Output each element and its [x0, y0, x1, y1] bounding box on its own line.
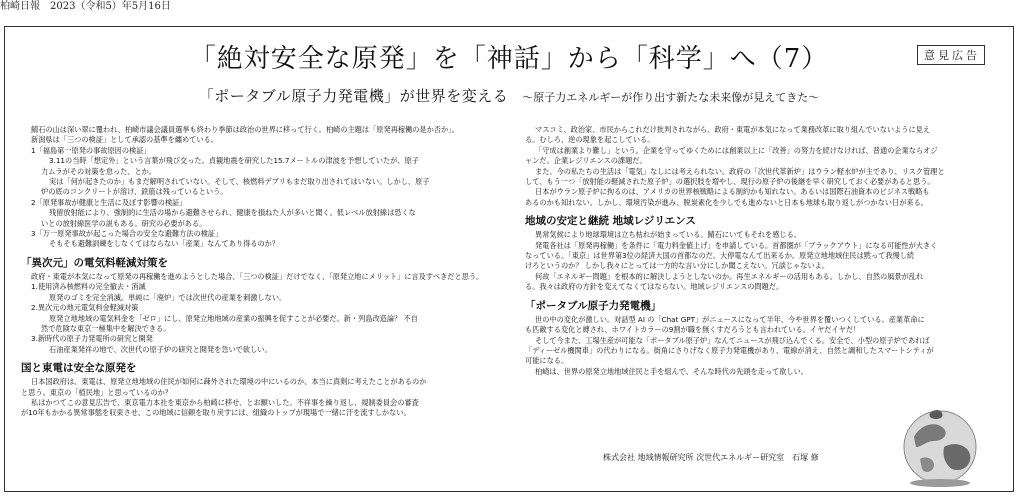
body-text: けろというのか？ しかし我々にとっては一方的な言い分にしか聞こえない。冗談じゃないよ。	[525, 261, 830, 271]
left-column	[21, 125, 505, 487]
body-text: 石油産業発祥の地で、次世代の原子炉の研究と開発を急いで欲しい。	[49, 344, 272, 354]
body-text: あるのかも知れない。しかし、環境汚染が進み、脱炭素化を少しでも進めないと日本も地球も取り返しがつかない日が来る。	[525, 197, 928, 207]
list-item-label: 2「原発事故が健康と生活に及ぼす影響の検証」	[31, 197, 187, 207]
body-text: いとの放射線医学の説もある。研究の必要がある。	[41, 218, 207, 228]
body-text: 実は「何が起きたのか」もまだ解明されていない。そして、核燃料デブリもまだ取り出されてはいない。しかし、原子	[49, 177, 430, 187]
body-text: そして今また、工場生産が可能な「ポータブル原子炉」なんてニュースが飛び込んでくる。安全で、小型の原子炉であれば	[535, 335, 930, 345]
body-text: 「守成は創業より難し」という。企業を守ってゆくためには創業以上に「改善」の努力を続けなければ、普通の企業ならオジ	[535, 145, 938, 155]
list-item-label: 3「万一原発事故が起こった場合の安全な避難方法の検証」	[31, 229, 223, 239]
body-text: 炉の底のコンクリートが溶け、鉄筋は残っているという。	[41, 187, 228, 197]
list-item-label: 2.異次元の地元電気料金軽減対策	[31, 303, 139, 313]
body-text: 原発のゴミを完全消滅。単純に「廃炉」では次世代の産業を刺激しない。	[49, 292, 287, 302]
right-column	[525, 125, 1003, 437]
subheadline-note: ～原子力エネルギーが作り出す新たな未来像が見えてきた～	[522, 91, 820, 104]
list-item-label: 1.使用済み核燃料の完全撤去・消滅	[31, 282, 146, 292]
body-text: と思う。東京の「植民地」と思っているのか？	[21, 387, 172, 397]
body-text: そもそも避難訓練をしなくてはならない「産業」なんてあり得るのか？	[49, 239, 280, 249]
body-text: 原発立地地域の電気料金を「ゼロ」にし、原発立地地域の産業の振興を促すことが必要だ。新・列島改造論？ 不自	[49, 313, 418, 323]
body-text: 鯖石の山は深い翠に覆われ、柏崎市議会議員選挙も終わり季節は政治の世界に移って行く。柏崎の主題は「原発再稼働の是か否か」。	[31, 125, 459, 134]
body-text: また、今の私たちの生活は「電気」なしには考えられない。政府の「次世代革新炉」はウラン軽水炉が主であり、リスク管理と	[535, 166, 945, 176]
body-text: 然で危険な東京一極集中を解決できる。	[41, 323, 171, 333]
body-text: 残留放射能により、強制的に生活の場から避難させられ、健康を損ねた人が多いと聞く。低レベル放射線は恐くな	[49, 208, 416, 218]
body-text: も匹敵する変化と縛され、ホワイトカラーの9割が職を無くすだろうとも言われている。イヤだイヤだ！	[525, 325, 861, 335]
body-text: 何故「エネルギー問題」を根本的に解決しようとしないのか。再生エネルギーの活用もある。しかし、自然の風景が乱れ	[535, 271, 924, 281]
body-text: 柏崎は、世界の原発立地地域住民と手を組んで、そんな時代の先頭を走って欲しい。	[535, 366, 808, 376]
body-text: が10年もかかる異常事態を収束させ、この地域に信頼を取り戻すには、組織のトップが現場で一緒に汗を流すしかない。	[21, 408, 411, 418]
body-text: る。むしろ、逆の現象を起こしている。	[525, 135, 655, 145]
body-text: 世の中の変化が激しい。対話型 AI の「Chat GPT」がニュースになって半年、今や世界を覆いつくしている。産業革命に	[535, 314, 925, 324]
body-text: る。我々は政府の方針を変えてなくてはならない。地域レジリエンスの問題だ。	[525, 282, 784, 292]
subheadline	[5, 87, 1013, 107]
section-heading: 地域の安定と継続 地域レジリエンス	[525, 215, 696, 228]
issue-date: 2023（令和5）年5月16日	[50, 1, 171, 12]
advertisement-frame	[4, 26, 1014, 492]
body-text: マスコミ、政治家、市民からこれだけ批判されながら、政府・東電が本気になって業務改革に取り組んでいないように見え	[535, 125, 931, 134]
section-heading: 「ポータブル原子力発電機」	[525, 299, 662, 312]
list-item-label: 3.新時代の原子力発電所の研究と開発	[31, 334, 153, 344]
headline: 「絶対安全な原発」を「神話」から「科学」へ（7）	[189, 44, 829, 74]
opinion-ad-badge: 意見広告	[917, 45, 985, 65]
body-text: ャンだ。企業レジリエンスの課題だ。	[525, 156, 647, 166]
masthead	[0, 0, 171, 14]
body-text: 新潟県は「三つの検証」として承認の基準を纏めている。	[31, 135, 218, 145]
body-text: 日本国政府は、東電は、原発立地地域の住民が如何に疎外された環境の中にいるのか、本当に真剣に考えたことがあるのか	[31, 377, 427, 387]
body-text: 可能になる。	[525, 356, 569, 366]
list-item-label: 1「福島第一原発の事故原因の検証」	[31, 145, 151, 155]
section-heading: 国と東電は安全な原発を	[21, 362, 137, 375]
body-text: 発電各社は「原発再稼働」を条件に「電力料金値上げ」を申請している。首都圏が「ブラックアウト」になる可能性が大きく	[535, 240, 938, 250]
subheadline-main: 「ポータブル原子力発電機」が世界を変える	[198, 87, 509, 105]
body-text: 力ムラがその対策を怠った、とか。	[41, 166, 157, 176]
section-heading: 「異次元」の電気料軽減対策を	[21, 256, 168, 269]
body-text: 「ディーゼル機関車」の代わりになる。街角にさりげなく原子力発電機があり、電線が消え、自然と調和したスマートシティが	[525, 345, 934, 355]
body-text: 3.11の当時「想定外」という言葉が飛び交った。貞観地震を研究した15.7メートルの津波を予想していたが、原子	[49, 156, 419, 166]
body-text: なっている。「東京」は世界第3位の経済大国の首都なのだ。大停電なんて出来るか。原発立地地域住民は黙って我慢し続	[525, 251, 915, 261]
author-signature: 株式会社 地域情報研究所 次世代エネルギー研究室 石塚 修	[603, 453, 819, 462]
body-text: 異常気候により地球環境は立ち枯れが始まっている。鯖石にいてもそれを感じる。	[535, 230, 801, 240]
body-text: して、もう一つ「放射能の軽減された原子炉」の選択肢を増やし、現行の原子炉の後継を早く研究しておく必要があると思う。	[525, 177, 935, 187]
globe-illustration	[900, 407, 980, 487]
newspaper-name: 柏崎日報	[0, 1, 40, 12]
body-text: 政府・東電が本気になって原発の再稼働を進めようとした場合、「三つの検証」だけでなく、「原発立地にメリット」に言及すべきだと思う。	[31, 271, 484, 281]
body-text: 日本がウラン原子炉に拘るのは、アメリカの世界核戦略による制約かも知れない。あるいは国際石油資本のビジネス戦略も	[535, 187, 930, 197]
body-text: 私はかつてこの意見広告で、東京電力本社を東京から柏崎に移せ、とお願いした。不祥事を繰り返し、規制委員会の審査	[31, 397, 419, 407]
